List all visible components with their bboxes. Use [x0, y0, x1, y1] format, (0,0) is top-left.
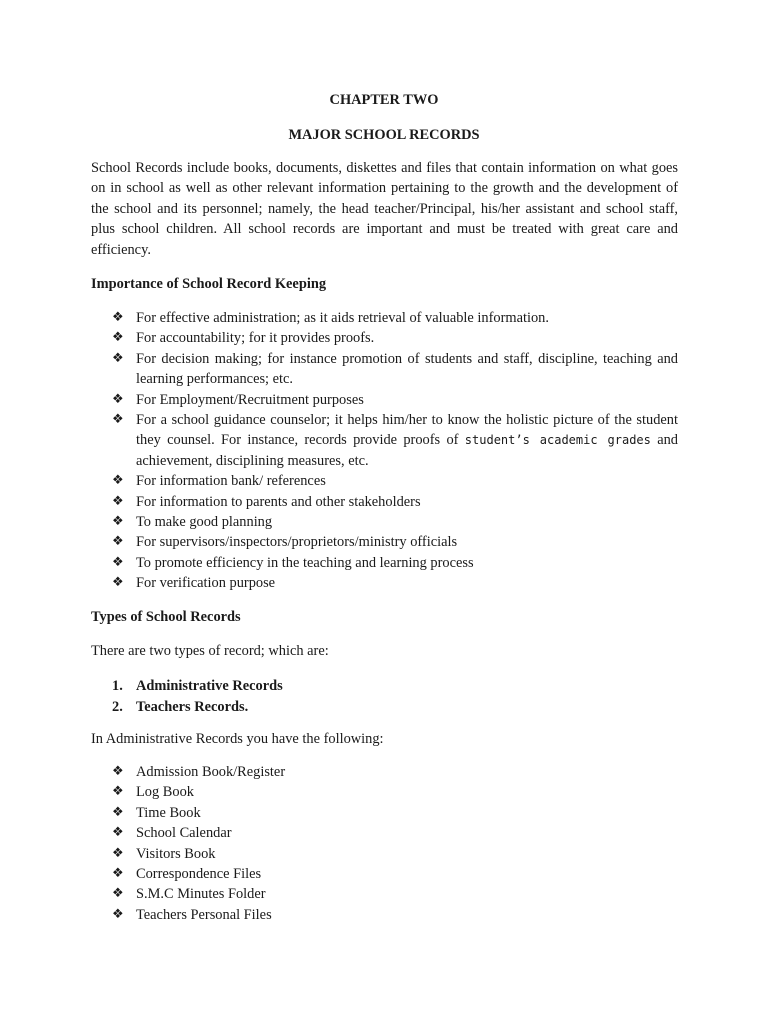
list-item-text: For accountability; for it provides proofs. [136, 330, 375, 347]
counselor-text-after: and achievement, disciplining measures, etc. [136, 432, 678, 469]
list-item-text: To make good planning [136, 514, 273, 531]
list-item-text: To promote efficiency in the teaching and learning process [136, 554, 474, 571]
list-item-text: For effective administration; as it aids retrieval of valuable information. [136, 310, 549, 326]
list-item [0, 697, 283, 718]
diamond-bullet-icon: ❖ [112, 845, 124, 861]
list-item-text: Time Book [136, 804, 201, 821]
list-item [0, 512, 678, 532]
page-title: MAJOR SCHOOL RECORDS [288, 127, 480, 143]
list-item-text: Correspondence Files [136, 866, 262, 883]
list-item [0, 410, 678, 471]
list-item-text: For information bank/ references [136, 473, 326, 490]
diamond-bullet-icon: ❖ [112, 330, 124, 346]
admin-records-list [0, 762, 678, 925]
intro-paragraph: School Records include books, documents, diskettes and files that contain information on what goes on in school as well as other relevant information pertaining to the growth and the development of the school and its personnel; namely, the head teacher/Principal, his/her assistant and school staff, plus school children. All school records are important and must be treated with great care and efficiency. [91, 160, 678, 258]
list-item [0, 390, 678, 410]
diamond-bullet-icon: ❖ [112, 350, 124, 366]
diamond-bullet-icon: ❖ [112, 764, 124, 779]
list-item-text: For Employment/Recruitment purposes [136, 391, 364, 408]
list-item [0, 823, 678, 843]
list-number: 2. [112, 698, 123, 715]
diamond-bullet-icon: ❖ [112, 514, 124, 530]
diamond-bullet-icon: ❖ [112, 391, 124, 407]
types-list [0, 676, 283, 717]
diamond-bullet-icon: ❖ [112, 886, 124, 902]
list-item [0, 349, 678, 390]
chapter-label: CHAPTER TWO [329, 92, 439, 108]
list-item-text: Admission Book/Register [136, 764, 286, 780]
list-item [0, 844, 678, 864]
list-item [0, 471, 678, 491]
list-item [0, 492, 678, 512]
counselor-text-before: For a school guidance counselor; it helps him/her to know the holistic picture of the student they counsel. For instance, records provide proofs of [136, 412, 678, 449]
list-item-text: Teachers Personal Files [136, 906, 272, 923]
diamond-bullet-icon: ❖ [112, 554, 124, 570]
list-item [0, 864, 678, 884]
list-item-text: S.M.C Minutes Folder [136, 886, 266, 903]
types-heading: Types of School Records [91, 609, 241, 625]
list-item-text: Visitors Book [136, 845, 216, 862]
diamond-bullet-icon: ❖ [112, 412, 124, 428]
list-number: 1. [112, 678, 123, 694]
importance-heading: Importance of School Record Keeping [91, 276, 327, 292]
list-item-text: School Calendar [136, 825, 232, 842]
list-item [0, 676, 283, 697]
list-item-text: For verification purpose [136, 575, 276, 592]
list-item [0, 308, 678, 328]
list-item [0, 884, 678, 904]
types-intro: There are two types of record; which are: [91, 643, 329, 659]
list-item [0, 532, 678, 552]
list-item-text: Administrative Records [136, 678, 283, 694]
diamond-bullet-icon: ❖ [112, 575, 124, 591]
list-item [0, 573, 678, 593]
diamond-bullet-icon: ❖ [112, 310, 124, 325]
list-item [0, 803, 678, 823]
list-item-text: For information to parents and other stakeholders [136, 493, 421, 510]
diamond-bullet-icon: ❖ [112, 534, 124, 550]
importance-list [0, 308, 678, 594]
list-item-text: Log Book [136, 784, 194, 801]
admin-intro: In Administrative Records you have the following: [91, 731, 384, 747]
diamond-bullet-icon: ❖ [112, 866, 124, 882]
diamond-bullet-icon: ❖ [112, 804, 124, 820]
diamond-bullet-icon: ❖ [112, 784, 124, 800]
list-item-text: Teachers Records. [136, 698, 249, 715]
list-item [0, 782, 678, 802]
list-item [0, 905, 678, 925]
list-item-text: For decision making; for instance promotion of students and staff, discipline, teaching and learning performances; etc. [136, 350, 678, 388]
diamond-bullet-icon: ❖ [112, 473, 124, 489]
list-item [0, 553, 678, 573]
list-item [0, 328, 678, 348]
diamond-bullet-icon: ❖ [112, 825, 124, 841]
diamond-bullet-icon: ❖ [112, 493, 124, 509]
counselor-text-grades: student’s academic grades [464, 433, 651, 448]
diamond-bullet-icon: ❖ [112, 906, 124, 922]
list-item [0, 762, 678, 782]
list-item-text: For supervisors/inspectors/proprietors/ministry officials [136, 534, 458, 551]
